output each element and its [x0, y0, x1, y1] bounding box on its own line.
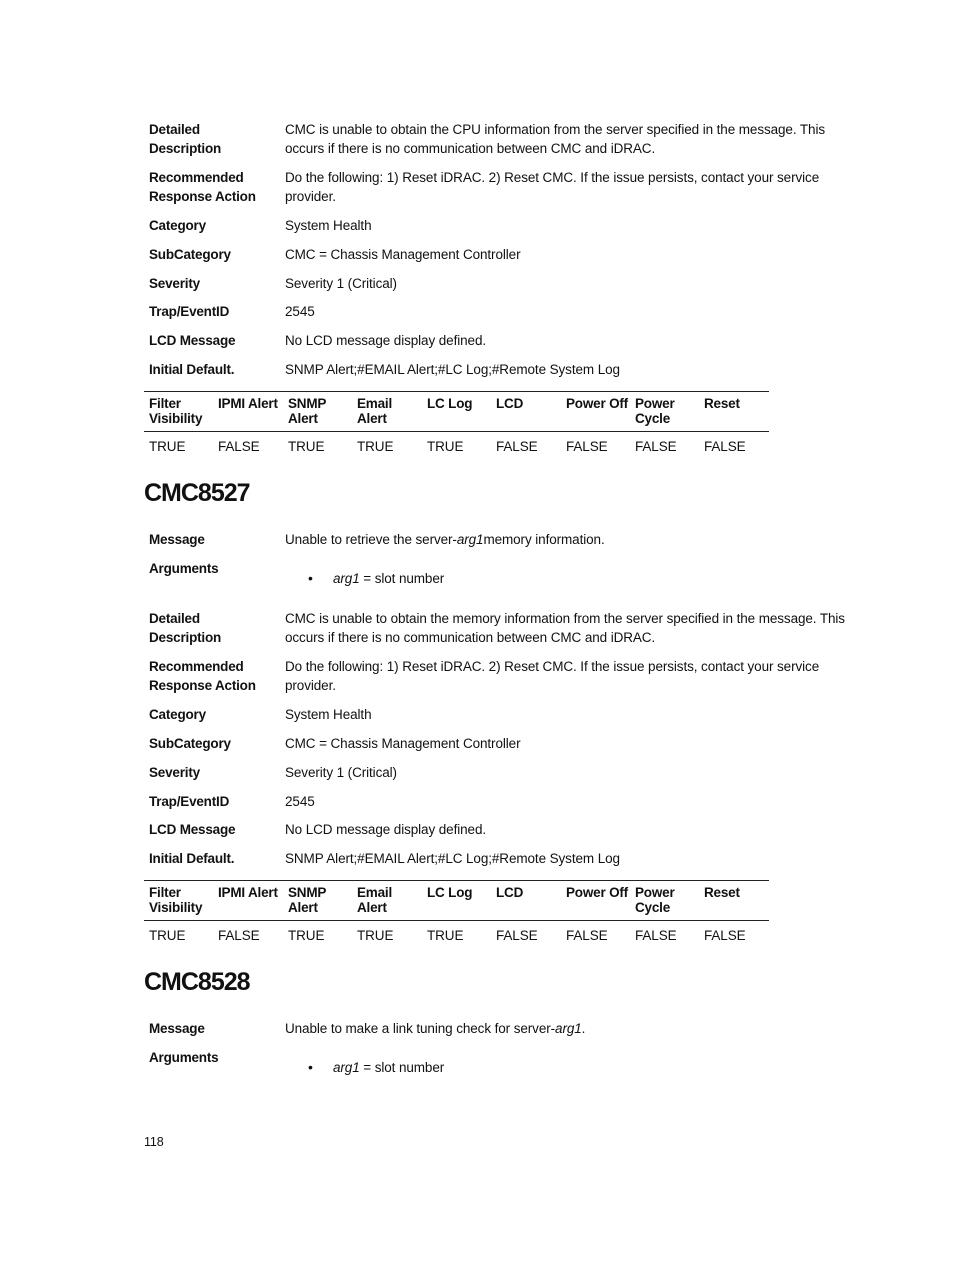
filter-header-cell: IPMI Alert	[218, 396, 278, 411]
argument-item: arg1 = slot number	[333, 571, 445, 586]
filter-header-cell: Power	[635, 396, 675, 411]
detailed-description-label-line2: Description	[149, 141, 222, 156]
filter-header-cell: SNMP	[288, 885, 327, 900]
filter-value-cell: FALSE	[635, 439, 677, 454]
filter-value-cell: TRUE	[149, 928, 186, 943]
filter-header-cell: Filter	[149, 396, 181, 411]
subcategory-value: CMC = Chassis Management Controller	[285, 247, 521, 262]
severity-label: Severity	[149, 276, 200, 291]
detailed-description-label-line2: Description	[149, 630, 222, 645]
filter-header-cell: LC Log	[427, 885, 473, 900]
trap-label: Trap/EventID	[149, 794, 230, 809]
recommended-label-line2: Response Action	[149, 189, 256, 204]
filter-value-cell: FALSE	[218, 439, 260, 454]
detailed-description-label-line1: Detailed	[149, 122, 200, 137]
section-title-cmc8528: CMC8528	[144, 968, 250, 996]
filter-header-cell: Visibility	[149, 900, 203, 915]
filter-header-cell: SNMP	[288, 396, 327, 411]
filter-table-header-rule	[144, 431, 769, 432]
section-title-cmc8527: CMC8527	[144, 479, 250, 507]
recommended-line1: Do the following: 1) Reset iDRAC. 2) Reset CMC. If the issue persists, contact your service	[285, 170, 820, 185]
recommended-line2: provider.	[285, 189, 336, 204]
detailed-description-line2: occurs if there is no communication between CMC and iDRAC.	[285, 630, 656, 645]
detailed-description-line1: CMC is unable to obtain the memory information from the server specified in the message. This	[285, 611, 845, 626]
arguments-label: Arguments	[149, 1050, 219, 1065]
trap-value: 2545	[285, 304, 315, 319]
detailed-description-line1: CMC is unable to obtain the CPU information from the server specified in the message. This	[285, 122, 826, 137]
filter-value-cell: FALSE	[496, 439, 538, 454]
filter-header-cell: Cycle	[635, 411, 671, 426]
detailed-description-label-line1: Detailed	[149, 611, 200, 626]
filter-header-cell: Reset	[704, 885, 740, 900]
initial-default-value: SNMP Alert;#EMAIL Alert;#LC Log;#Remote System Log	[285, 851, 620, 866]
filter-table-top-rule	[144, 391, 769, 392]
severity-label: Severity	[149, 765, 200, 780]
filter-header-cell: Power Off	[566, 396, 628, 411]
recommended-label-line1: Recommended	[149, 170, 244, 185]
category-label: Category	[149, 707, 206, 722]
message-value: Unable to make a link tuning check for server-arg1.	[285, 1021, 586, 1036]
initial-default-label: Initial Default.	[149, 851, 235, 866]
filter-value-cell: TRUE	[288, 928, 325, 943]
arguments-label: Arguments	[149, 561, 219, 576]
filter-header-cell: Reset	[704, 396, 740, 411]
page-number: 118	[144, 1135, 164, 1149]
bullet-icon: •	[308, 1059, 313, 1075]
filter-header-cell: LCD	[496, 885, 524, 900]
initial-default-value: SNMP Alert;#EMAIL Alert;#LC Log;#Remote System Log	[285, 362, 620, 377]
category-value: System Health	[285, 707, 372, 722]
recommended-label-line2: Response Action	[149, 678, 256, 693]
filter-header-cell: Email	[357, 885, 393, 900]
filter-header-cell: IPMI Alert	[218, 885, 278, 900]
subcategory-label: SubCategory	[149, 247, 231, 262]
category-value: System Health	[285, 218, 372, 233]
filter-value-cell: FALSE	[704, 928, 746, 943]
lcd-label: LCD Message	[149, 822, 236, 837]
subcategory-label: SubCategory	[149, 736, 231, 751]
filter-value-cell: TRUE	[427, 439, 464, 454]
filter-header-cell: Filter	[149, 885, 181, 900]
filter-table-header-rule	[144, 920, 769, 921]
filter-value-cell: FALSE	[566, 928, 608, 943]
argument-item: arg1 = slot number	[333, 1060, 445, 1075]
filter-table-top-rule	[144, 880, 769, 881]
message-label: Message	[149, 532, 205, 547]
message-label: Message	[149, 1021, 205, 1036]
filter-header-cell: Cycle	[635, 900, 671, 915]
filter-value-cell: TRUE	[357, 439, 394, 454]
detailed-description-line2: occurs if there is no communication between CMC and iDRAC.	[285, 141, 656, 156]
filter-value-cell: TRUE	[357, 928, 394, 943]
filter-header-cell: Email	[357, 396, 393, 411]
filter-header-cell: Power Off	[566, 885, 628, 900]
recommended-line2: provider.	[285, 678, 336, 693]
filter-value-cell: TRUE	[288, 439, 325, 454]
message-value: Unable to retrieve the server-arg1memory information.	[285, 532, 605, 547]
filter-value-cell: TRUE	[427, 928, 464, 943]
recommended-label-line1: Recommended	[149, 659, 244, 674]
trap-value: 2545	[285, 794, 315, 809]
filter-header-cell: Alert	[357, 411, 387, 426]
trap-label: Trap/EventID	[149, 304, 230, 319]
filter-header-cell: LCD	[496, 396, 524, 411]
severity-value: Severity 1 (Critical)	[285, 765, 397, 780]
filter-value-cell: FALSE	[635, 928, 677, 943]
lcd-label: LCD Message	[149, 333, 236, 348]
filter-header-cell: Alert	[288, 411, 318, 426]
subcategory-value: CMC = Chassis Management Controller	[285, 736, 521, 751]
filter-value-cell: FALSE	[566, 439, 608, 454]
bullet-icon: •	[308, 570, 313, 586]
filter-value-cell: FALSE	[496, 928, 538, 943]
recommended-line1: Do the following: 1) Reset iDRAC. 2) Reset CMC. If the issue persists, contact your service	[285, 659, 820, 674]
filter-value-cell: FALSE	[218, 928, 260, 943]
filter-header-cell: LC Log	[427, 396, 473, 411]
filter-header-cell: Power	[635, 885, 675, 900]
lcd-value: No LCD message display defined.	[285, 333, 487, 348]
filter-header-cell: Alert	[357, 900, 387, 915]
initial-default-label: Initial Default.	[149, 362, 235, 377]
severity-value: Severity 1 (Critical)	[285, 276, 397, 291]
lcd-value: No LCD message display defined.	[285, 822, 487, 837]
filter-value-cell: FALSE	[704, 439, 746, 454]
filter-header-cell: Visibility	[149, 411, 203, 426]
category-label: Category	[149, 218, 206, 233]
filter-header-cell: Alert	[288, 900, 318, 915]
filter-value-cell: TRUE	[149, 439, 186, 454]
